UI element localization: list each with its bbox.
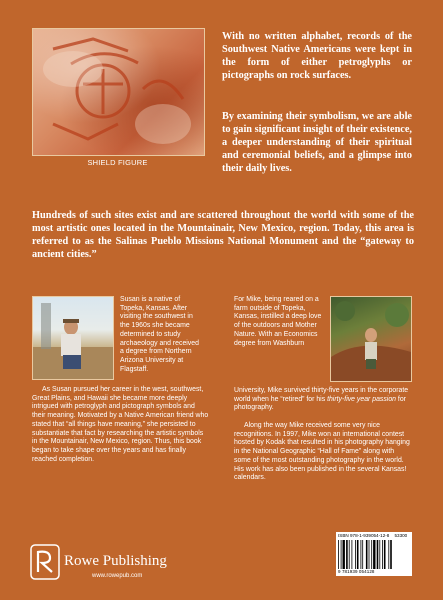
mike-bio-career-italic: thirty-five year passion: [327, 395, 396, 403]
rowe-logo-mark: [30, 544, 60, 580]
mike-bio-career-part-1: University, Mike survived thirty-five years in the corporate world when he “retired” for his: [234, 387, 409, 403]
rowe-publishing-logo: [30, 544, 60, 580]
shield-figure-photo: [32, 28, 205, 156]
barcode-bar: [346, 540, 348, 569]
barcode-bar: [373, 540, 375, 569]
barcode-bar: [341, 540, 342, 569]
barcode-bar: [355, 540, 356, 569]
mike-bio-career-part-2: for photography.: [234, 395, 406, 412]
barcode-bar: [377, 540, 379, 569]
mike-portrait-image: [331, 297, 411, 381]
intro-paragraph-2: By examining their symbolism, we are able to gain significant insight of their existence, a deeper understanding of their spiritual and ceremonial beliefs, and a glimpse into their daily lives.: [222, 111, 413, 174]
price-code: 53300: [394, 533, 408, 538]
susan-author-photo: [32, 296, 114, 380]
barcode-bar: [361, 540, 362, 569]
barcode-bar: [384, 540, 386, 569]
publisher-name: Rowe Publishing: [64, 553, 167, 569]
susan-bio-intro: Susan is a native of Topeka, Kansas. After visiting the southwest in the 1960s she became determined to study archaeology and received a degree from Northern Arizona University at Flagstaff.: [120, 296, 199, 373]
petroglyph-image: [33, 29, 204, 155]
barcode-bar: [369, 540, 370, 569]
barcode-bar: [357, 540, 359, 569]
isbn-digits: 9 781939 054128: [338, 569, 375, 574]
barcode-bar: [390, 540, 392, 569]
barcode-bar: [388, 540, 389, 569]
shield-figure-caption: SHIELD FIGURE: [87, 158, 148, 167]
isbn-label: [338, 533, 407, 538]
barcode-bar: [362, 540, 363, 569]
barcode-bar: [343, 540, 345, 569]
susan-bio-career: As Susan pursued her career in the west, southwest, Great Plains, and Hawaii she became more deeply intrigued with petroglyph and pictograph symbols and their meaning. Motivated by a Native American friend who stated that “all things have meaning,” she persisted to substantiate that fact by researching the artistic symbols in the Mountainair, New Mexico, region. Thus, this book began to take shape over the years and has finally reached completion.: [32, 386, 209, 463]
susan-portrait-image: [33, 297, 113, 379]
barcode-bar: [338, 540, 339, 569]
barcode-bar: [371, 540, 372, 569]
mike-bio-intro: For Mike, being reared on a farm outside of Topeka, Kansas, instilled a deep love of the outdoors and Mother Nature. With an Economics degree from Washburn: [234, 296, 322, 347]
barcode-bars: [338, 540, 410, 569]
barcode-bar: [366, 540, 368, 569]
mike-bio-career: [234, 387, 412, 413]
mike-author-photo: [330, 296, 412, 382]
barcode-bar: [349, 540, 350, 569]
barcode-bar: [382, 540, 383, 569]
isbn-barcode: [336, 532, 412, 576]
intro-paragraph-1: With no written alphabet, records of the Southwest Native Americans were kept in the form of either petroglyphs or pictographs on rock surfaces.: [222, 31, 412, 81]
isbn-number: ISBN 978-1-939054-12-8: [338, 533, 390, 538]
sites-paragraph: Hundreds of such sites exist and are scattered throughout the world with some of the most artistic ones located in the Mountainair, New Mexico, region. Today, this area is referred to as the Salinas Pueblo Missions National Monument and the “gateway to ancient cities.”: [32, 210, 414, 260]
barcode-bar: [379, 540, 380, 569]
mike-bio-recognitions: Along the way Mike received some very nice recognitions. In 1997, Mike won an international contest hosted by Kodak that resulted in his photography hanging in the National Geographic “Hall of Fame” along with some of the most outstanding photography in the world. His work has also been published in the several Kansas! calendars.: [234, 422, 410, 482]
barcode-bar: [352, 540, 353, 569]
publisher-url: www.rowepub.com: [92, 573, 143, 579]
